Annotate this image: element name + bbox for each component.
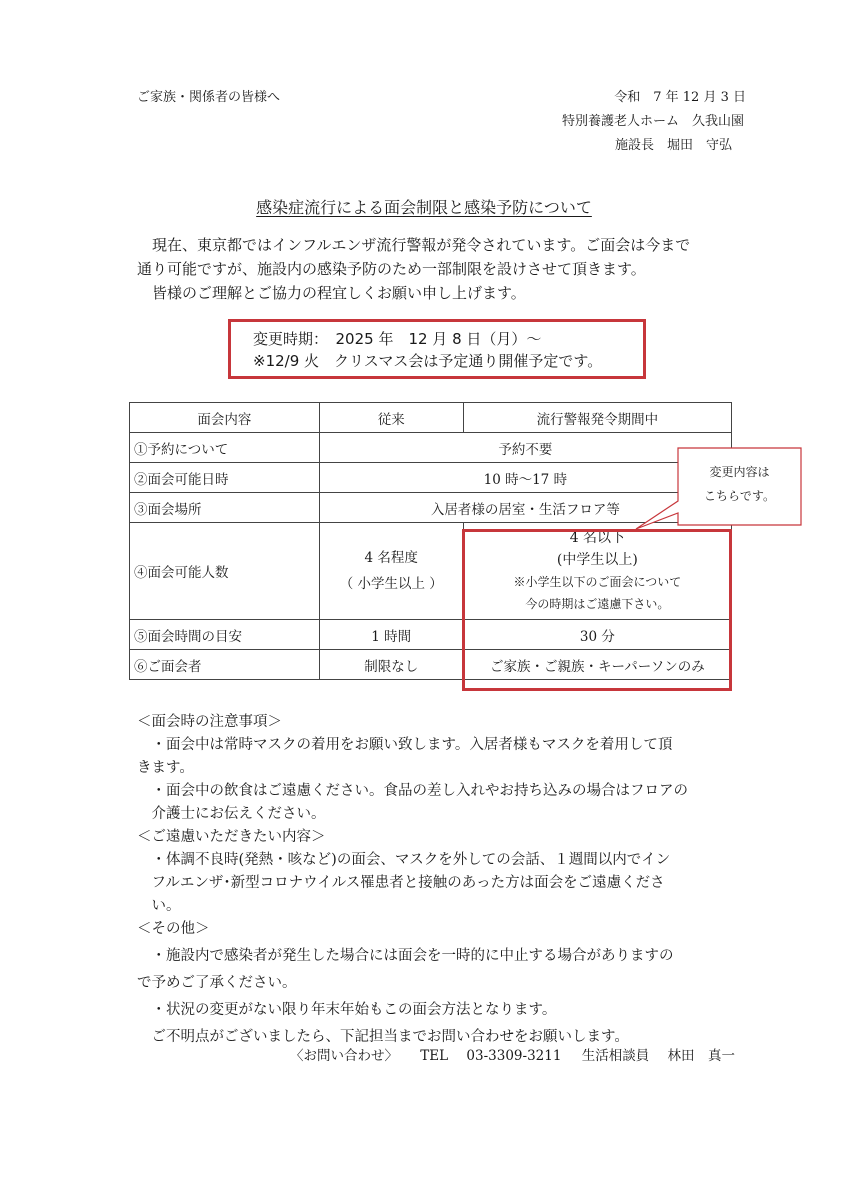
note-line: ・体調不良時(発熱・咳など)の面会、マスクを外しての会話、１週間以内でイン bbox=[151, 852, 671, 868]
tel-label: TEL bbox=[420, 1048, 449, 1064]
closing-line: ご不明点がございましたら、下記担当までお問い合わせをお願いします。 bbox=[151, 1029, 629, 1045]
issue-date: 令和 7 年 12 月 3 日 bbox=[614, 90, 746, 105]
contact-label: 〈お問い合わせ〉 bbox=[290, 1048, 398, 1064]
cell-line: 4 名程度 bbox=[364, 550, 418, 566]
table-row bbox=[130, 523, 732, 620]
during-value-cell: 30 分 bbox=[463, 620, 731, 650]
merged-value-cell: 入居者様の居室・生活フロア等 bbox=[319, 493, 731, 523]
item-cell: ⑤面会時間の目安 bbox=[130, 620, 320, 650]
note-line: 介護士にお伝えください。 bbox=[151, 806, 326, 822]
intro-line: 皆様のご理解とご協力の程宜しくお願い申し上げます。 bbox=[152, 284, 526, 302]
note-line: で予めご了承ください。 bbox=[137, 975, 297, 991]
table-row bbox=[130, 650, 732, 680]
note-line: ・面会中の飲食はご遠慮ください。食品の差し入れやお持ち込みの場合はフロアの bbox=[151, 783, 688, 799]
merged-value-cell: 予約不要 bbox=[319, 433, 731, 463]
change-date-notice bbox=[228, 319, 646, 379]
callout-line: こちらです。 bbox=[704, 489, 775, 503]
contact-role: 生活相談員 bbox=[581, 1048, 650, 1064]
before-value-cell bbox=[319, 523, 463, 620]
during-value-cell: ご家族・ご親族・キーパーソンのみ bbox=[463, 650, 731, 680]
item-cell: ①予約について bbox=[130, 433, 320, 463]
section-heading: ＜面会時の注意事項＞ bbox=[137, 714, 282, 730]
intro-line: 通り可能ですが、施設内の感染予防のため一部制限を設けさせて頂きます。 bbox=[137, 260, 646, 278]
cell-line: ※小学生以下のご面会について bbox=[513, 575, 682, 589]
director-name: 施設長 堀田 守弘 bbox=[614, 138, 732, 153]
addressee: ご家族・関係者の皆様へ bbox=[137, 90, 281, 105]
contact-name: 林田 真一 bbox=[667, 1048, 736, 1064]
item-cell: ②面会可能日時 bbox=[130, 463, 320, 493]
cell-line: 4 名以下 bbox=[569, 530, 626, 546]
callout-text bbox=[678, 460, 801, 508]
change-date-line: 変更時期： 2025 年 12 月 8 日（月）～ bbox=[253, 330, 542, 348]
contact-line bbox=[290, 1044, 735, 1064]
note-line: ・施設内で感染者が発生した場合には面会を一時的に中止する場合がありますの bbox=[151, 948, 674, 964]
during-value-cell bbox=[463, 523, 731, 620]
callout-line: 変更内容は bbox=[709, 465, 770, 479]
cell-line: (中学生以上) bbox=[556, 552, 638, 568]
visit-rules-table bbox=[129, 402, 732, 680]
christmas-event-line: ※12/9 火 クリスマス会は予定通り開催予定です。 bbox=[253, 352, 603, 370]
note-line: ・面会中は常時マスクの着用をお願い致します。入居者様もマスクを着用して頂 bbox=[151, 737, 673, 753]
header-cell: 面会内容 bbox=[130, 403, 320, 433]
organization-name: 特別養護老人ホーム 久我山園 bbox=[561, 114, 744, 129]
intro-paragraph bbox=[137, 233, 757, 305]
note-line: ・状況の変更がない限り年末年始もこの面会方法となります。 bbox=[151, 1002, 557, 1018]
header-cell: 従来 bbox=[319, 403, 463, 433]
section-heading: ＜その他＞ bbox=[137, 921, 210, 937]
before-value-cell: 1 時間 bbox=[319, 620, 463, 650]
intro-line: 現在、東京都ではインフルエンザ流行警報が発令されています。ご面会は今まで bbox=[152, 236, 691, 254]
table-row bbox=[130, 620, 732, 650]
notes-section bbox=[137, 711, 767, 1049]
merged-value-cell: 10 時～17 時 bbox=[319, 463, 731, 493]
tel-number[interactable]: 03-3309-3211 bbox=[466, 1048, 562, 1064]
note-line: きます。 bbox=[137, 760, 194, 776]
before-value-cell: 制限なし bbox=[319, 650, 463, 680]
item-cell: ⑥ご面会者 bbox=[130, 650, 320, 680]
item-cell: ③面会場所 bbox=[130, 493, 320, 523]
item-cell: ④面会可能人数 bbox=[130, 523, 320, 620]
note-line: い。 bbox=[151, 898, 181, 914]
section-heading: ＜ご遠慮いただきたい内容＞ bbox=[137, 829, 326, 845]
table-header-row bbox=[130, 403, 732, 433]
note-line: フルエンザ･新型コロナウイルス罹患者と接触のあった方は面会をご遠慮くださ bbox=[151, 875, 665, 891]
cell-line: （ 小学生以上 ） bbox=[339, 576, 443, 592]
header-cell: 流行警報発令期間中 bbox=[463, 403, 731, 433]
document-title: 感染症流行による面会制限と感染予防について bbox=[256, 198, 592, 217]
cell-line: 今の時期はご遠慮下さい。 bbox=[525, 597, 670, 611]
